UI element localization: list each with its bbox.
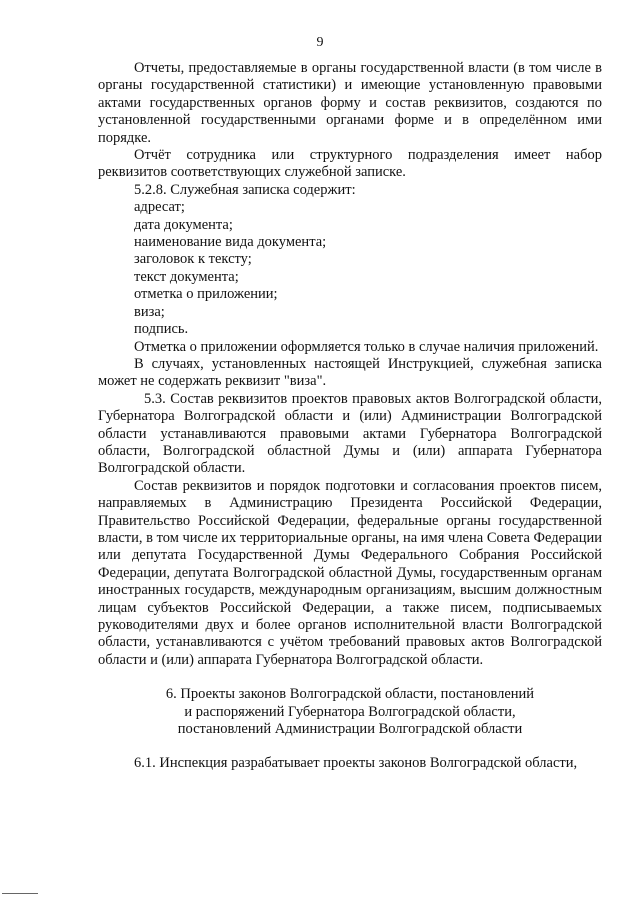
- section-heading-line: постановлений Администрации Волгоградской области: [177, 721, 523, 738]
- list-item: подпись.: [134, 321, 189, 338]
- list-item: дата документа;: [134, 216, 233, 233]
- list-item: адресат;: [134, 199, 185, 216]
- paragraph-visa-exception: В случаях, установленных настоящей Инструкцией, служебная записка может не содержать реквизит "виза".: [98, 355, 602, 390]
- paragraph-reports: Отчеты, предоставляемые в органы государственной власти (в том числе в органы государственной статистики) и имеющие установленную правовыми актами государственных органов форму и состав реквизитов, создаются по установленной государственными органами форме и в определённом ими порядке.: [98, 60, 602, 146]
- list-item: виза;: [134, 303, 165, 320]
- paragraph-employee-report: Отчёт сотрудника или структурного подразделения имеет набор реквизитов соответствующих служебной записке.: [98, 147, 602, 181]
- section-heading: [98, 686, 602, 738]
- paragraph-memo-contents: 5.2.8. Служебная записка содержит:: [134, 181, 356, 198]
- paragraph-legal-acts: 5.3. Состав реквизитов проектов правовых актов Волгоградской области, Губернатора Волгоградской области и (или) Администрации Волгоградской области устанавливаются правовыми актами Губернатора Волгоградской области, Волгоградской областной Думы и (или) аппарата Губернатора Волгоградской области.: [98, 390, 602, 477]
- footer-mark: [2, 893, 38, 894]
- list-item: заголовок к тексту;: [134, 251, 252, 268]
- page-number: 9: [316, 35, 324, 50]
- section-heading-line: 6. Проекты законов Волгоградской области, постановлений: [165, 686, 535, 703]
- document-body: [98, 60, 602, 773]
- list-item: отметка о приложении;: [134, 286, 278, 303]
- list-item: наименование вида документа;: [134, 234, 327, 251]
- section-heading-line: и распоряжений Губернатора Волгоградской области,: [184, 703, 516, 720]
- paragraph-attachment-note: Отметка о приложении оформляется только в случае наличия приложений.: [134, 338, 599, 355]
- list-item: текст документа;: [134, 268, 239, 285]
- paragraph-inspection: 6.1. Инспекция разрабатывает проекты законов Волгоградской области,: [134, 755, 578, 772]
- paragraph-letters: Состав реквизитов и порядок подготовки и согласования проектов писем, направляемых в Администрацию Президента Российской Федерации, Правительство Российской Федерации, федеральные органы государственной власти, в том числе их территориальные органы, на имя члена Совета Федерации или депутата Государственной Думы Федерального Собрания Российской Федерации, депутата Волгоградской областной Думы, государственным органам иностранных государств, международным организациям, высшим должностным лицам субъектов Российской Федерации, а также писем, подписываемых руководителями двух и более органов исполнительной власти Волгоградской области, устанавливаются с учётом требований правовых актов Волгоградской области и (или) аппарата Губернатора Волгоградской области.: [98, 477, 602, 668]
